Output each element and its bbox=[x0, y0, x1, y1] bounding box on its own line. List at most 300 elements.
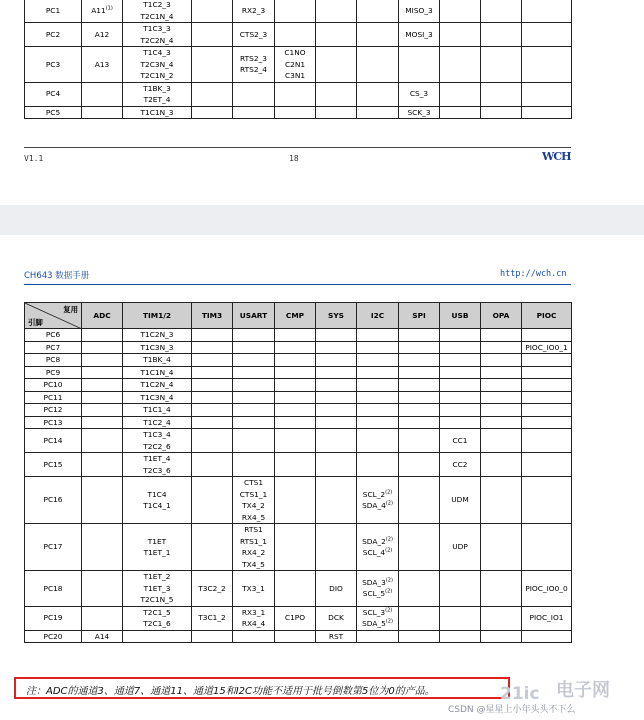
signal-label: RTS2_4 bbox=[240, 65, 267, 75]
footnote-marker: (2) bbox=[385, 500, 393, 507]
cell-usart bbox=[233, 366, 275, 379]
column-header-cmp: CMP bbox=[275, 303, 316, 329]
table-row bbox=[25, 429, 572, 453]
table-row bbox=[25, 404, 572, 417]
cell-usb bbox=[440, 524, 481, 571]
footnote-marker: (2) bbox=[385, 547, 393, 554]
cell-adc bbox=[82, 366, 123, 379]
cell-sys bbox=[316, 379, 357, 392]
signal-label: SCL_4 bbox=[362, 548, 386, 557]
signal-label: T1ET_2 bbox=[143, 572, 171, 581]
pin-table-top bbox=[24, 0, 572, 119]
cell-usb bbox=[440, 366, 481, 379]
signal-label: T1C3_4 bbox=[143, 430, 171, 439]
cell-tim3 bbox=[192, 47, 233, 83]
cell-pioc bbox=[522, 341, 572, 354]
signal-label: T1C2N_4 bbox=[140, 380, 174, 389]
signal-label: T2C2N_4 bbox=[140, 35, 174, 45]
cell-pioc bbox=[522, 47, 572, 83]
cell-pioc bbox=[522, 23, 572, 47]
cell-usb bbox=[440, 379, 481, 392]
cell-tim12 bbox=[123, 404, 192, 417]
cell-opa bbox=[481, 524, 522, 571]
cell-tim12 bbox=[123, 477, 192, 524]
cell-i2c bbox=[357, 0, 399, 23]
cell-opa bbox=[481, 82, 522, 106]
cell-pin: PC9 bbox=[25, 366, 82, 379]
cell-i2c bbox=[357, 106, 399, 119]
cell-sys bbox=[316, 606, 357, 630]
cell-i2c bbox=[357, 391, 399, 404]
cell-sys bbox=[316, 404, 357, 417]
signal-label: T1C1N_4 bbox=[140, 367, 174, 377]
cell-sys bbox=[316, 47, 357, 83]
cell-tim12 bbox=[123, 329, 192, 342]
signal-label: T1ET bbox=[147, 536, 167, 546]
cell-opa bbox=[481, 341, 522, 354]
cell-pioc bbox=[522, 0, 572, 23]
cell-usart bbox=[233, 106, 275, 119]
signal-label: RST bbox=[328, 631, 344, 641]
cell-usart bbox=[233, 341, 275, 354]
cell-tim3 bbox=[192, 23, 233, 47]
cell-adc bbox=[82, 106, 123, 119]
footer-version: V1.1 bbox=[24, 154, 44, 163]
cell-pioc bbox=[522, 404, 572, 417]
cell-spi bbox=[399, 524, 440, 571]
footnote-marker: (2) bbox=[385, 489, 393, 496]
cell-usb bbox=[440, 0, 481, 23]
cell-usb bbox=[440, 82, 481, 106]
table-row bbox=[25, 606, 572, 630]
cell-tim12 bbox=[123, 82, 192, 106]
previous-page bbox=[0, 0, 644, 205]
cell-spi bbox=[399, 477, 440, 524]
cell-spi bbox=[399, 429, 440, 453]
cell-usb bbox=[440, 391, 481, 404]
cell-spi bbox=[399, 453, 440, 477]
column-header-usart: USART bbox=[233, 303, 275, 329]
corner-header-cell bbox=[25, 303, 82, 329]
cell-tim3 bbox=[192, 453, 233, 477]
signal-label: SDA_4 bbox=[362, 501, 386, 510]
cell-tim3 bbox=[192, 404, 233, 417]
table-row bbox=[25, 329, 572, 342]
cell-usart bbox=[233, 391, 275, 404]
cell-tim3 bbox=[192, 606, 233, 630]
signal-label: T1C4 bbox=[147, 489, 167, 499]
cell-tim3 bbox=[192, 391, 233, 404]
cell-sys bbox=[316, 477, 357, 524]
cell-spi bbox=[399, 571, 440, 607]
cell-opa bbox=[481, 354, 522, 367]
signal-label: T1C3_3 bbox=[143, 24, 171, 33]
cell-adc bbox=[82, 341, 123, 354]
cell-pioc bbox=[522, 391, 572, 404]
cell-pin: PC12 bbox=[25, 404, 82, 417]
note-callout: 注：ADC的通道3、通道7、通道11、通道15和I2C功能不适用于批号倒数第5位为0的产品。 bbox=[14, 677, 510, 699]
cell-spi bbox=[399, 379, 440, 392]
signal-label: T1C3N_4 bbox=[140, 392, 174, 402]
cell-opa bbox=[481, 477, 522, 524]
signal-label: CTS1 bbox=[243, 478, 264, 487]
cell-tim12 bbox=[123, 379, 192, 392]
table-row bbox=[25, 630, 572, 643]
cell-pin: PC18 bbox=[25, 571, 82, 607]
cell-i2c bbox=[357, 366, 399, 379]
cell-cmp bbox=[275, 47, 316, 83]
signal-label: UDP bbox=[452, 542, 468, 552]
cell-usart bbox=[233, 404, 275, 417]
cell-adc bbox=[82, 416, 123, 429]
cell-i2c bbox=[357, 477, 399, 524]
cell-spi bbox=[399, 23, 440, 47]
cell-cmp bbox=[275, 606, 316, 630]
cell-pioc bbox=[522, 329, 572, 342]
cell-pin: PC7 bbox=[25, 341, 82, 354]
cell-cmp bbox=[275, 453, 316, 477]
footnote-marker: (2) bbox=[385, 607, 393, 614]
column-header-spi: SPI bbox=[399, 303, 440, 329]
cell-pin: PC14 bbox=[25, 429, 82, 453]
cell-i2c bbox=[357, 571, 399, 607]
cell-usb bbox=[440, 47, 481, 83]
cell-tim3 bbox=[192, 82, 233, 106]
signal-label: RX4_4 bbox=[241, 619, 266, 628]
column-header-opa: OPA bbox=[481, 303, 522, 329]
cell-pioc bbox=[522, 379, 572, 392]
signal-label: PIOC_IO0_1 bbox=[525, 342, 568, 352]
cell-adc bbox=[82, 354, 123, 367]
cell-tim3 bbox=[192, 379, 233, 392]
cell-opa bbox=[481, 47, 522, 83]
signal-label: TX4_2 bbox=[242, 501, 265, 510]
adc-value: A14 bbox=[94, 631, 110, 641]
wch-logo: WCH bbox=[542, 150, 571, 163]
signal-label: DIO bbox=[329, 583, 343, 593]
signal-label: T2C1_6 bbox=[143, 619, 171, 628]
cell-tim12 bbox=[123, 354, 192, 367]
cell-pioc bbox=[522, 354, 572, 367]
cell-pin: PC20 bbox=[25, 630, 82, 643]
cell-sys bbox=[316, 106, 357, 119]
cell-tim12 bbox=[123, 366, 192, 379]
cell-sys bbox=[316, 429, 357, 453]
column-header-usb: USB bbox=[440, 303, 481, 329]
signal-label: T2C1N_5 bbox=[140, 595, 174, 604]
signal-label: UDM bbox=[451, 495, 469, 505]
table-row bbox=[25, 453, 572, 477]
signal-label: SDA_5 bbox=[362, 619, 386, 628]
cell-cmp bbox=[275, 82, 316, 106]
table-row bbox=[25, 366, 572, 379]
cell-tim12 bbox=[123, 429, 192, 453]
table-row bbox=[25, 354, 572, 367]
column-header-tim3: TIM3 bbox=[192, 303, 233, 329]
cell-spi bbox=[399, 630, 440, 643]
signal-label: CC1 bbox=[452, 435, 468, 445]
footnote-marker: (2) bbox=[385, 577, 393, 584]
cell-tim3 bbox=[192, 329, 233, 342]
signal-label: T1BK_3 bbox=[143, 83, 171, 93]
signal-label: RX4_5 bbox=[241, 512, 266, 522]
cell-adc bbox=[82, 391, 123, 404]
signal-label: SCL_5 bbox=[362, 589, 386, 599]
cell-sys bbox=[316, 416, 357, 429]
cell-usart bbox=[233, 571, 275, 607]
table-row bbox=[25, 416, 572, 429]
cell-usb bbox=[440, 429, 481, 453]
cell-usart bbox=[233, 524, 275, 571]
cell-pin: PC16 bbox=[25, 477, 82, 524]
cell-tim12 bbox=[123, 453, 192, 477]
cell-i2c bbox=[357, 47, 399, 83]
table-row bbox=[25, 477, 572, 524]
cell-opa bbox=[481, 416, 522, 429]
cell-spi bbox=[399, 354, 440, 367]
cell-sys bbox=[316, 391, 357, 404]
cell-cmp bbox=[275, 23, 316, 47]
signal-label: CTS1_1 bbox=[239, 489, 268, 499]
cell-pioc bbox=[522, 630, 572, 643]
signal-label: C1NO bbox=[284, 48, 306, 57]
cell-spi bbox=[399, 329, 440, 342]
cell-usart bbox=[233, 477, 275, 524]
signal-label: TX4_5 bbox=[242, 559, 265, 569]
cell-sys bbox=[316, 82, 357, 106]
cell-pin: PC10 bbox=[25, 379, 82, 392]
cell-opa bbox=[481, 429, 522, 453]
cell-usart bbox=[233, 47, 275, 83]
cell-usb bbox=[440, 404, 481, 417]
cell-pioc bbox=[522, 82, 572, 106]
cell-spi bbox=[399, 416, 440, 429]
cell-adc bbox=[82, 606, 123, 630]
cell-cmp bbox=[275, 379, 316, 392]
cell-usart bbox=[233, 329, 275, 342]
cell-adc bbox=[82, 524, 123, 571]
cell-i2c bbox=[357, 341, 399, 354]
cell-opa bbox=[481, 630, 522, 643]
cell-cmp bbox=[275, 630, 316, 643]
table-row bbox=[25, 82, 572, 106]
cell-usart bbox=[233, 23, 275, 47]
cell-pin: PC19 bbox=[25, 606, 82, 630]
cell-spi bbox=[399, 47, 440, 83]
cell-sys bbox=[316, 329, 357, 342]
adc-value: A13 bbox=[94, 59, 110, 69]
table-row bbox=[25, 391, 572, 404]
cell-tim3 bbox=[192, 630, 233, 643]
cell-cmp bbox=[275, 391, 316, 404]
current-page bbox=[0, 235, 644, 720]
table-row bbox=[25, 379, 572, 392]
header-title: CH643 数据手册 bbox=[24, 271, 90, 281]
cell-spi bbox=[399, 106, 440, 119]
cell-pin: PC4 bbox=[25, 82, 82, 106]
cell-spi bbox=[399, 404, 440, 417]
cell-opa bbox=[481, 391, 522, 404]
cell-adc bbox=[82, 23, 123, 47]
cell-sys bbox=[316, 366, 357, 379]
footnote-marker: (1) bbox=[105, 5, 113, 12]
cell-adc bbox=[82, 630, 123, 643]
cell-adc bbox=[82, 477, 123, 524]
cell-i2c bbox=[357, 82, 399, 106]
cell-tim3 bbox=[192, 341, 233, 354]
cell-pioc bbox=[522, 106, 572, 119]
signal-label: T2ET_4 bbox=[143, 95, 171, 104]
watermark-brand: 电子网 bbox=[556, 680, 610, 701]
signal-label: T1ET_1 bbox=[143, 548, 171, 557]
signal-label: T1C2N_3 bbox=[140, 330, 174, 339]
signal-label: T1C2_4 bbox=[143, 417, 171, 427]
cell-adc bbox=[82, 379, 123, 392]
cell-usb bbox=[440, 630, 481, 643]
cell-cmp bbox=[275, 354, 316, 367]
cell-i2c bbox=[357, 379, 399, 392]
cell-tim12 bbox=[123, 341, 192, 354]
cell-sys bbox=[316, 524, 357, 571]
signal-label: SDA_2 bbox=[362, 536, 386, 546]
cell-usb bbox=[440, 354, 481, 367]
cell-i2c bbox=[357, 329, 399, 342]
cell-cmp bbox=[275, 0, 316, 23]
signal-label: T3C2_2 bbox=[198, 583, 226, 593]
cell-usart bbox=[233, 416, 275, 429]
cell-spi bbox=[399, 366, 440, 379]
cell-sys bbox=[316, 0, 357, 23]
signal-label: T1C4_3 bbox=[143, 48, 171, 57]
cell-cmp bbox=[275, 416, 316, 429]
pin-table-main bbox=[24, 302, 572, 643]
signal-label: MISO_3 bbox=[405, 5, 433, 15]
signal-label: RTS2_3 bbox=[240, 53, 267, 63]
footer-rule bbox=[24, 147, 571, 148]
signal-label: T1BK_4 bbox=[143, 355, 171, 364]
cell-pin: PC15 bbox=[25, 453, 82, 477]
cell-tim12 bbox=[123, 47, 192, 83]
cell-tim3 bbox=[192, 106, 233, 119]
cell-cmp bbox=[275, 366, 316, 379]
cell-cmp bbox=[275, 477, 316, 524]
table-row bbox=[25, 47, 572, 83]
header-url[interactable]: http://wch.cn bbox=[500, 269, 567, 279]
cell-i2c bbox=[357, 429, 399, 453]
adc-value: A11 bbox=[91, 5, 106, 15]
cell-pioc bbox=[522, 429, 572, 453]
cell-i2c bbox=[357, 524, 399, 571]
cell-pin: PC8 bbox=[25, 354, 82, 367]
cell-sys bbox=[316, 453, 357, 477]
cell-opa bbox=[481, 571, 522, 607]
cell-adc bbox=[82, 47, 123, 83]
cell-spi bbox=[399, 391, 440, 404]
signal-label: SCL_2 bbox=[362, 489, 386, 499]
cell-usb bbox=[440, 606, 481, 630]
cell-usart bbox=[233, 354, 275, 367]
cell-usart bbox=[233, 453, 275, 477]
cell-pin: PC13 bbox=[25, 416, 82, 429]
cell-pin: PC6 bbox=[25, 329, 82, 342]
signal-label: T1C4_1 bbox=[143, 501, 171, 510]
signal-label: T1C3N_3 bbox=[140, 342, 174, 352]
signal-label: RX4_2 bbox=[241, 548, 266, 557]
signal-label: T1C1N_3 bbox=[140, 107, 174, 117]
cell-usb bbox=[440, 453, 481, 477]
cell-sys bbox=[316, 354, 357, 367]
cell-sys bbox=[316, 630, 357, 643]
cell-adc bbox=[82, 0, 123, 23]
cell-usart bbox=[233, 0, 275, 23]
table-row bbox=[25, 106, 572, 119]
cell-sys bbox=[316, 571, 357, 607]
column-header-pioc: PIOC bbox=[522, 303, 572, 329]
cell-tim12 bbox=[123, 630, 192, 643]
signal-label: SDA_3 bbox=[362, 577, 386, 587]
cell-adc bbox=[82, 404, 123, 417]
cell-tim3 bbox=[192, 477, 233, 524]
corner-header-bottom: 引脚 bbox=[28, 317, 43, 327]
cell-tim3 bbox=[192, 571, 233, 607]
cell-pin: PC11 bbox=[25, 391, 82, 404]
signal-label: T1C2_3 bbox=[143, 0, 171, 9]
cell-usb bbox=[440, 106, 481, 119]
signal-label: T2C1N_2 bbox=[140, 71, 174, 80]
cell-cmp bbox=[275, 429, 316, 453]
cell-tim3 bbox=[192, 0, 233, 23]
cell-opa bbox=[481, 606, 522, 630]
cell-cmp bbox=[275, 106, 316, 119]
cell-tim12 bbox=[123, 23, 192, 47]
table-row bbox=[25, 23, 572, 47]
cell-adc bbox=[82, 82, 123, 106]
signal-label: T1C1_4 bbox=[143, 405, 171, 414]
cell-pin: PC3 bbox=[25, 47, 82, 83]
cell-adc bbox=[82, 329, 123, 342]
cell-pioc bbox=[522, 453, 572, 477]
signal-label: RX2_3 bbox=[241, 5, 266, 15]
signal-label: SCL_3 bbox=[362, 607, 386, 617]
cell-i2c bbox=[357, 23, 399, 47]
cell-tim12 bbox=[123, 106, 192, 119]
cell-pin: PC1 bbox=[25, 0, 82, 23]
cell-opa bbox=[481, 366, 522, 379]
cell-adc bbox=[82, 429, 123, 453]
cell-tim12 bbox=[123, 571, 192, 607]
signal-label: RX3_1 bbox=[241, 607, 266, 617]
page-gap bbox=[0, 205, 644, 235]
cell-sys bbox=[316, 23, 357, 47]
cell-tim12 bbox=[123, 0, 192, 23]
cell-spi bbox=[399, 82, 440, 106]
cell-cmp bbox=[275, 329, 316, 342]
cell-opa bbox=[481, 0, 522, 23]
cell-tim12 bbox=[123, 606, 192, 630]
signal-label: T2C1_5 bbox=[143, 607, 171, 617]
column-header-sys: SYS bbox=[316, 303, 357, 329]
cell-usart bbox=[233, 630, 275, 643]
signal-label: RTS1_1 bbox=[240, 536, 267, 546]
cell-pioc bbox=[522, 524, 572, 571]
watermark-credit: CSDN @星星上小年头头不下么 bbox=[448, 705, 576, 715]
cell-tim3 bbox=[192, 524, 233, 571]
cell-tim3 bbox=[192, 366, 233, 379]
cell-tim12 bbox=[123, 416, 192, 429]
column-header-adc: ADC bbox=[82, 303, 123, 329]
cell-pin: PC2 bbox=[25, 23, 82, 47]
cell-i2c bbox=[357, 354, 399, 367]
